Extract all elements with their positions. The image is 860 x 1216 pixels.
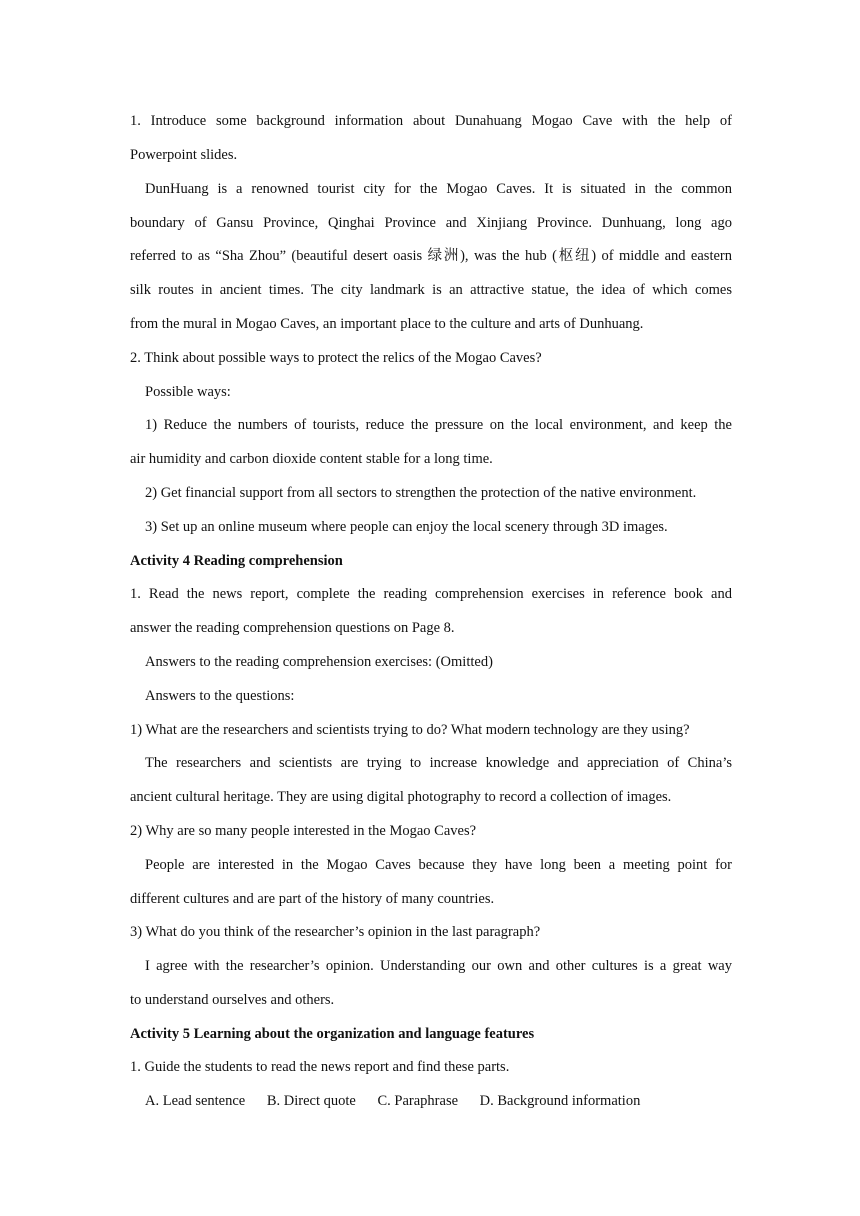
way-2: 2) Get financial support from all sectors to strengthen the protection of the native environment.	[145, 485, 697, 501]
option-b: B. Direct quote	[266, 1093, 356, 1109]
possible-ways-label: Possible ways:	[145, 384, 231, 400]
answer-2-line-2: different cultures and are part of the history of many countries.	[130, 891, 495, 907]
answer-3-line-1: I agree with the researcher’s opinion. Understanding our own and other cultures is a great way	[145, 958, 732, 974]
option-d: D. Background information	[479, 1093, 641, 1109]
answer-1-line-2: ancient cultural heritage. They are using digital photography to record a collection of images.	[130, 789, 672, 805]
paragraph-line: silk routes in ancient times. The city landmark is an attractive statue, the idea of which comes	[130, 282, 732, 298]
question-3: 3) What do you think of the researcher’s opinion in the last paragraph?	[130, 924, 541, 940]
parts-options	[130, 1091, 732, 1111]
way-3: 3) Set up an online museum where people can enjoy the local scenery through 3D images.	[145, 519, 668, 535]
option-c: C. Paraphrase	[377, 1093, 459, 1109]
answers-questions-label: Answers to the questions:	[145, 688, 295, 704]
answer-2-line-1: People are interested in the Mogao Caves because they have long been a meeting point for	[145, 857, 732, 873]
way-1-line-2: air humidity and carbon dioxide content stable for a long time.	[130, 451, 493, 467]
activity-5-heading: Activity 5 Learning about the organization and language features	[130, 1026, 535, 1042]
item-1-line-2: Powerpoint slides.	[130, 147, 238, 163]
activity-4-item-1-line-2: answer the reading comprehension questions on Page 8.	[130, 620, 455, 636]
answer-1-line-1: The researchers and scientists are trying to increase knowledge and appreciation of China’s	[145, 755, 732, 771]
answer-3-line-2: to understand ourselves and others.	[130, 992, 335, 1008]
paragraph-line: referred to as “Sha Zhou” (beautiful desert oasis 绿洲), was the hub (枢纽) of middle and eastern	[130, 248, 732, 264]
way-1-line-1: 1) Reduce the numbers of tourists, reduce the pressure on the local environment, and keep the	[145, 417, 732, 433]
activity-4-heading: Activity 4 Reading comprehension	[130, 553, 343, 569]
answers-exercises: Answers to the reading comprehension exercises: (Omitted)	[145, 654, 493, 670]
item-2: 2. Think about possible ways to protect the relics of the Mogao Caves?	[130, 350, 542, 366]
question-1: 1) What are the researchers and scientists trying to do? What modern technology are they using?	[130, 722, 690, 738]
option-a: A. Lead sentence	[145, 1093, 246, 1109]
paragraph-line: from the mural in Mogao Caves, an important place to the culture and arts of Dunhuang.	[130, 316, 644, 332]
question-2: 2) Why are so many people interested in the Mogao Caves?	[130, 823, 477, 839]
item-1-line-1: 1. Introduce some background information about Dunahuang Mogao Cave with the help of	[130, 113, 732, 129]
activity-5-item-1: 1. Guide the students to read the news report and find these parts.	[130, 1059, 510, 1075]
activity-4-item-1-line-1: 1. Read the news report, complete the reading comprehension exercises in reference book and	[130, 586, 732, 602]
paragraph-line: boundary of Gansu Province, Qinghai Province and Xinjiang Province. Dunhuang, long ago	[130, 215, 732, 231]
paragraph-line: DunHuang is a renowned tourist city for the Mogao Caves. It is situated in the common	[145, 181, 732, 197]
